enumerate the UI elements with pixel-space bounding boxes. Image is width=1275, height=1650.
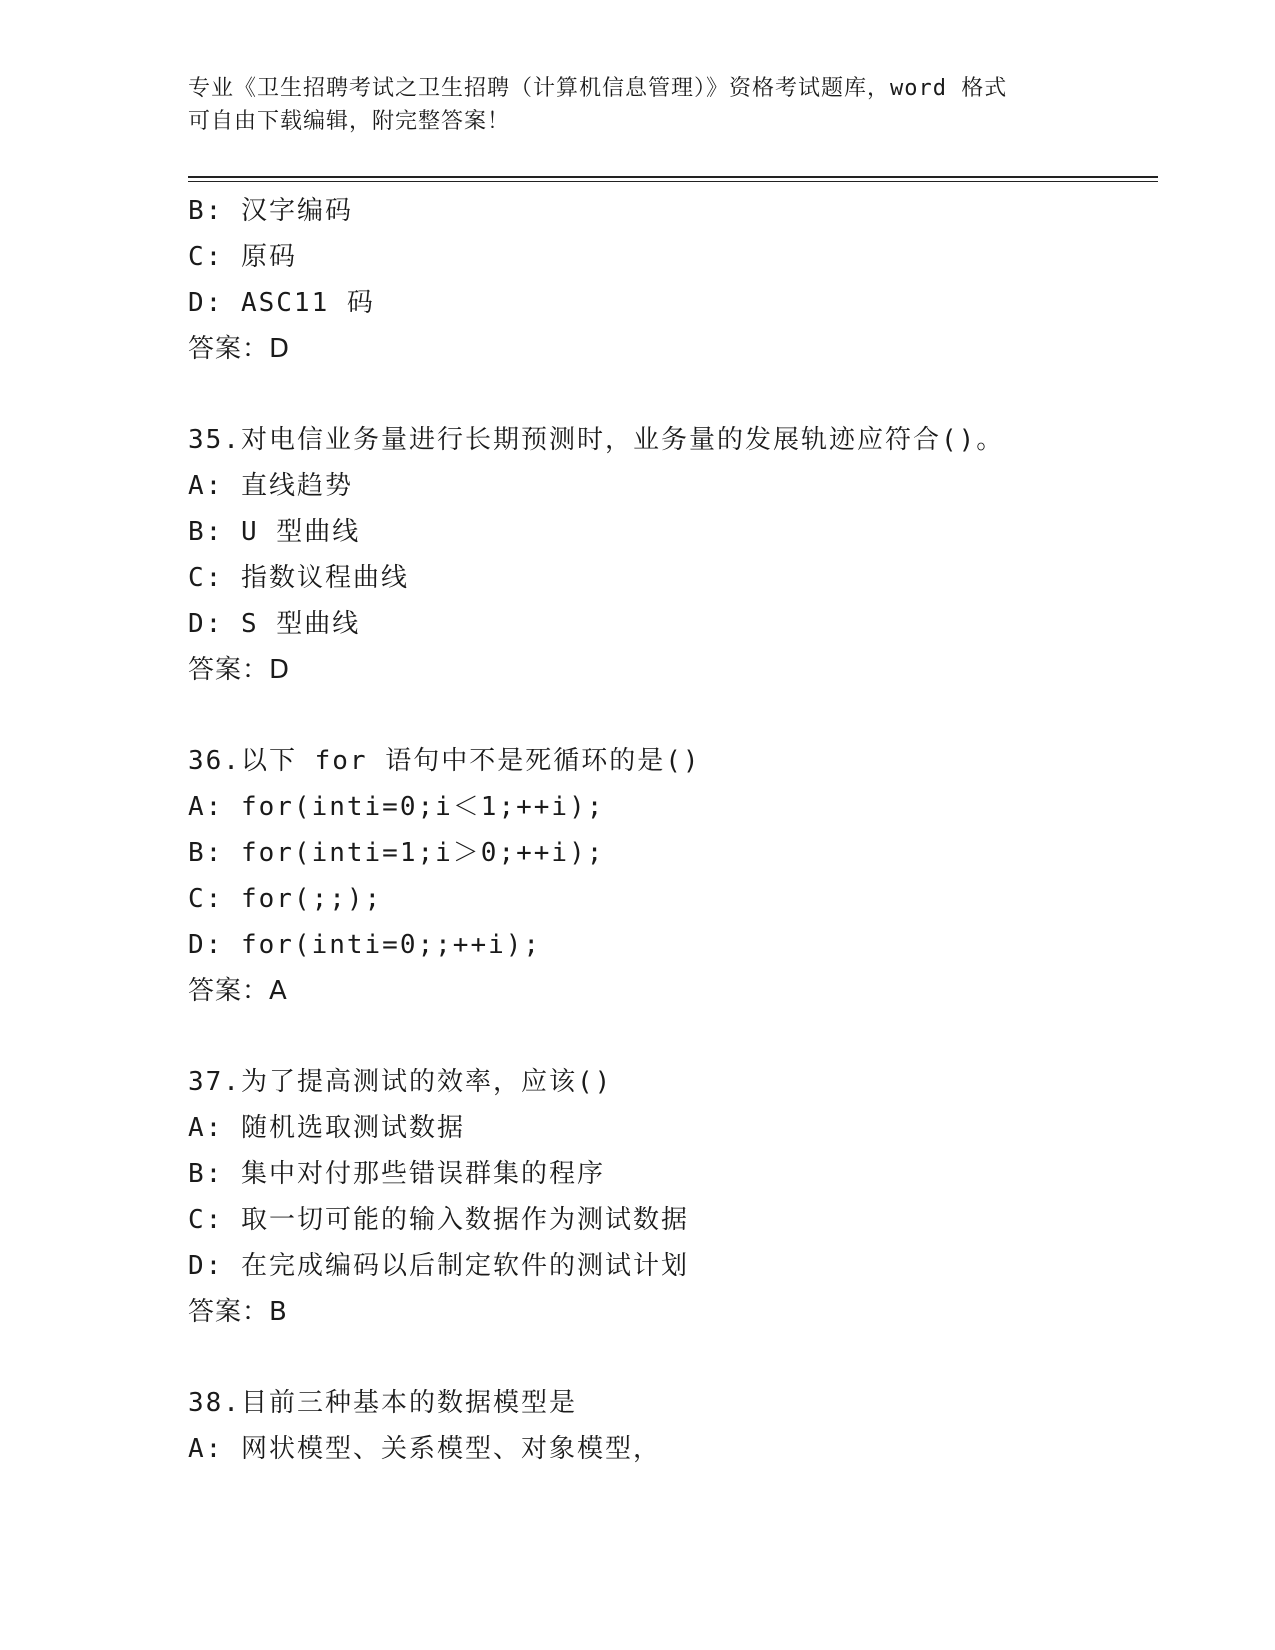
option-a: A: 随机选取测试数据	[188, 1113, 465, 1143]
question-35	[188, 417, 1158, 693]
question-37	[188, 1059, 1158, 1335]
spacer	[188, 1335, 1158, 1380]
spacer	[188, 693, 1158, 738]
header-divider-thin	[188, 181, 1158, 182]
option-d: D: for(inti=0;;++i);	[188, 930, 542, 960]
spacer	[188, 372, 1158, 417]
option-d: D: S 型曲线	[188, 609, 361, 639]
option-d: D: 在完成编码以后制定软件的测试计划	[188, 1251, 689, 1281]
option-a: A: 网状模型、关系模型、对象模型，	[188, 1434, 661, 1464]
answer: 答案：D	[188, 334, 291, 364]
answer: 答案：D	[188, 655, 291, 685]
option-a: A: 直线趋势	[188, 471, 353, 501]
question-title: 37.为了提高测试的效率，应该()	[188, 1067, 613, 1097]
question-34-continued	[188, 188, 1158, 372]
header-line-2: 可自由下载编辑，附完整答案！	[188, 109, 511, 134]
header-divider-thick	[188, 176, 1158, 178]
option-c: C: 原码	[188, 242, 297, 272]
option-d: D: ASC11 码	[188, 288, 375, 318]
option-b: B: 集中对付那些错误群集的程序	[188, 1159, 605, 1189]
option-c: C: for(;;);	[188, 884, 383, 914]
question-title: 35.对电信业务量进行长期预测时，业务量的发展轨迹应符合()。	[188, 425, 1005, 455]
document-header	[188, 72, 1088, 138]
header-line-1: 专业《卫生招聘考试之卫生招聘（计算机信息管理）》资格考试题库，word 格式	[188, 76, 1008, 101]
option-b: B: 汉字编码	[188, 196, 353, 226]
question-36	[188, 738, 1158, 1014]
option-b: B: for(inti=1;i＞0;++i);	[188, 838, 605, 868]
question-list	[188, 188, 1158, 1472]
answer: 答案：B	[188, 1297, 288, 1327]
option-c: C: 指数议程曲线	[188, 563, 409, 593]
question-title: 38.目前三种基本的数据模型是	[188, 1388, 577, 1418]
option-b: B: U 型曲线	[188, 517, 361, 547]
question-title: 36.以下 for 语句中不是死循环的是()	[188, 746, 701, 776]
option-c: C: 取一切可能的输入数据作为测试数据	[188, 1205, 689, 1235]
answer: 答案：A	[188, 976, 288, 1006]
spacer	[188, 1014, 1158, 1059]
option-a: A: for(inti=0;i＜1;++i);	[188, 792, 605, 822]
question-38	[188, 1380, 1158, 1472]
